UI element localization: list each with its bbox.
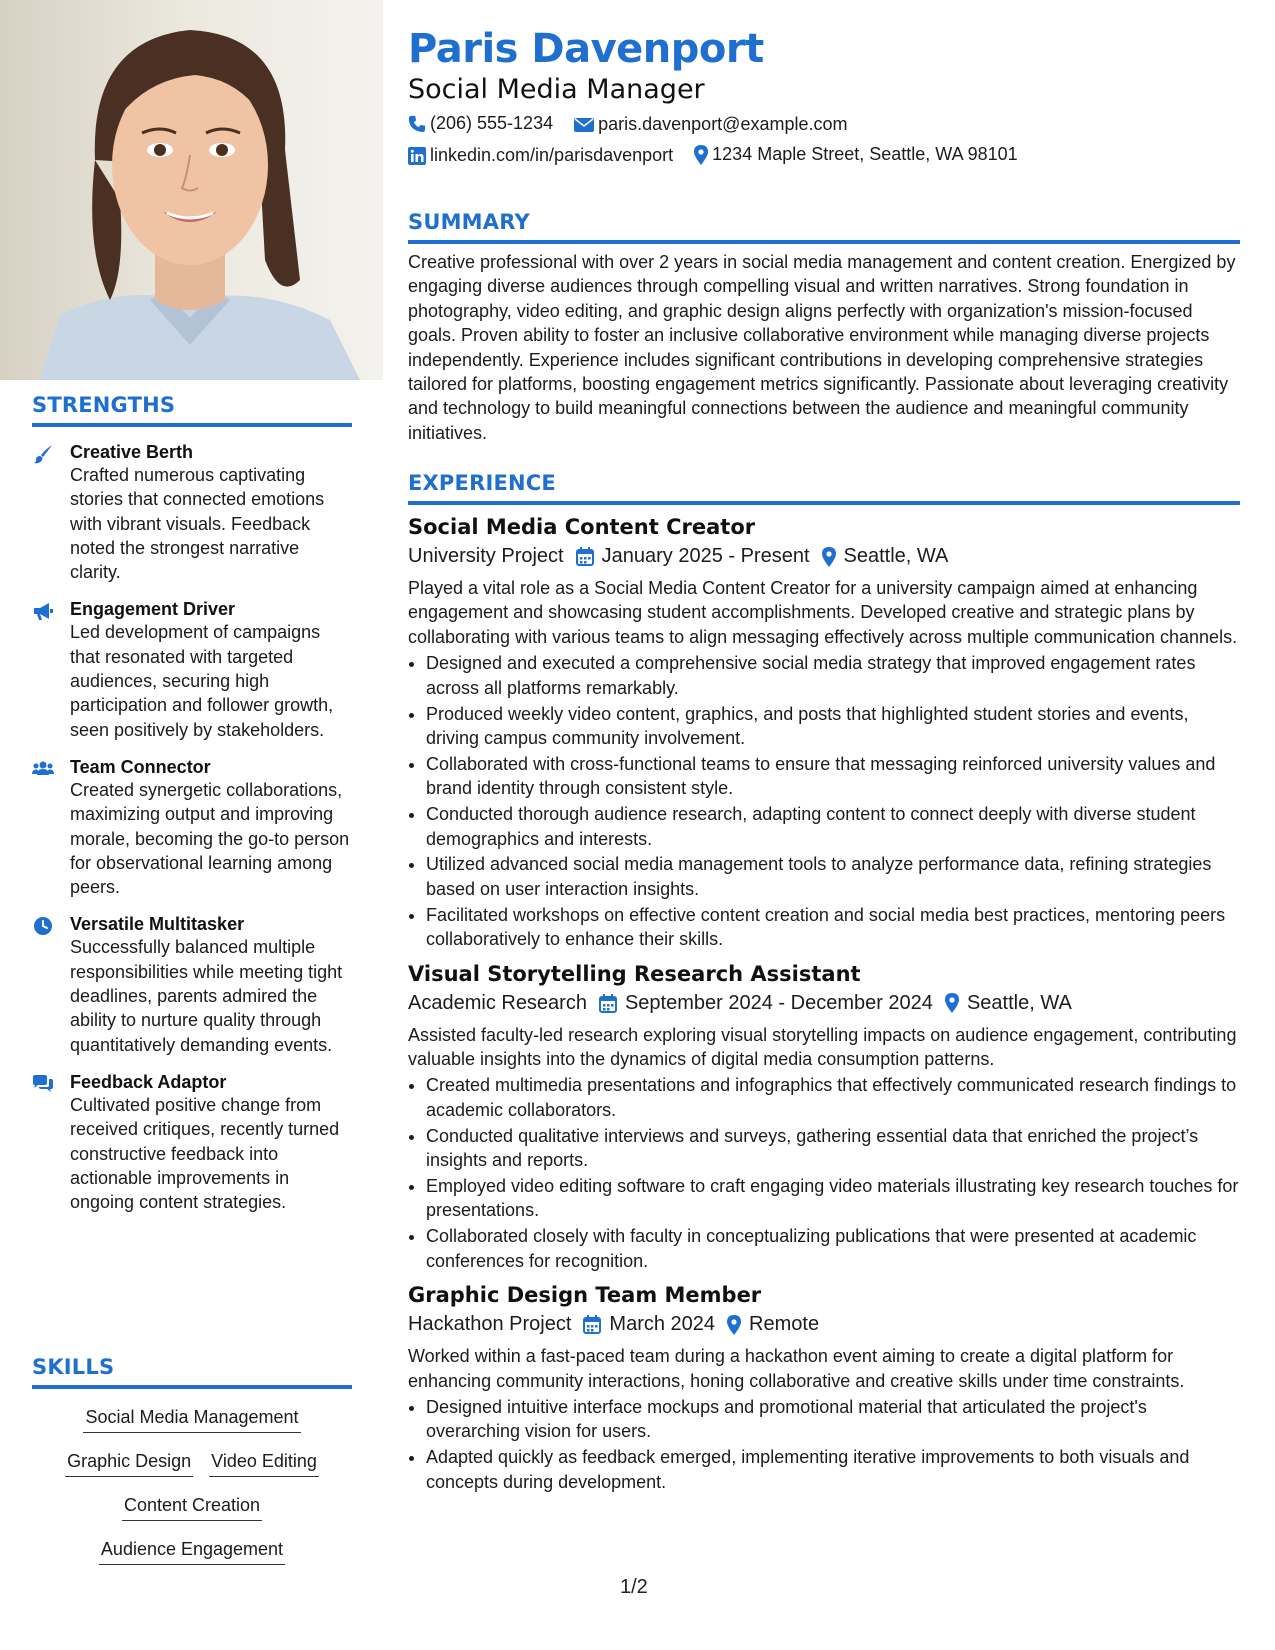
bullet-item: • Created multimedia presentations and infographics that effectively communicated research findings to academic collaborators.: [426, 1073, 1240, 1122]
skills-list: [32, 1405, 352, 1565]
job-desc: Worked within a fast-paced team during a hackathon event aiming to create a digital platform for enhancing community interactions, honing collaborative and creative skills under time constraints.: [408, 1346, 1185, 1391]
job-title: Graphic Design Team Member: [408, 1283, 762, 1308]
strength-title: Engagement Driver: [70, 599, 236, 620]
job-meta: [408, 1313, 1240, 1336]
skills-title: SKILLS: [32, 1355, 352, 1389]
job-title: Social Media Content Creator: [408, 515, 756, 539]
strengths-title: STRENGTHS: [32, 393, 352, 427]
skill-tag: Content Creation: [122, 1493, 262, 1521]
job-bullets: [408, 651, 1240, 951]
experience-section: [408, 471, 1240, 1496]
strength-desc: Crafted numerous captivating stories that connected emotions with vibrant visuals. Feedback noted the strongest narrative clarity.: [70, 465, 325, 583]
users-icon: [32, 758, 54, 780]
skill-tag: Audience Engagement: [99, 1537, 285, 1565]
skill-tag: Video Editing: [209, 1449, 319, 1477]
job-meta: [408, 992, 1240, 1015]
strength-item: [32, 913, 352, 1056]
strength-item: [32, 441, 352, 584]
strength-title: Feedback Adaptor: [70, 1071, 227, 1092]
job-bullets: [408, 1395, 1240, 1494]
calendar-icon: [576, 547, 594, 566]
bullet-item: • Collaborated closely with faculty in conceptualizing publications that were presented at academic conferences for recognition.: [426, 1224, 1240, 1273]
job-location: Remote: [749, 1313, 820, 1336]
comments-icon: [32, 1073, 54, 1095]
job-bullets: [408, 1073, 1240, 1273]
address-text: 1234 Maple Street, Seattle, WA 98101: [712, 144, 1018, 164]
summary-text: Creative professional with over 2 years in social media management and content creation. Energized by engaging diverse audiences through compelling visual and written narratives. Strong foundation in photography, video editing, and graphic design aligns perfectly with organization's mission-focused goals. Proven ability to foster an inclusive collaborative environment while managing diverse projects independently. Experience includes significant contributions in developing comprehensive strategies tailored for platforms, boosting engagement metrics significantly. Passionate about leveraging creativity and technology to build meaningful connections between the audience and meaningful community initiatives.: [408, 252, 1236, 443]
megaphone-icon: [32, 600, 54, 622]
contact-row-1: [408, 113, 864, 138]
contact-row-2: [408, 144, 1034, 170]
left-column: [0, 0, 383, 1650]
candidate-name: Paris Davenport: [408, 26, 764, 72]
job-title: Visual Storytelling Research Assistant: [408, 961, 861, 986]
experience-title: EXPERIENCE: [408, 471, 1240, 505]
job-org: Hackathon Project: [408, 1313, 572, 1336]
phone: [408, 113, 553, 134]
phone-text: (206) 555-1234: [430, 113, 554, 133]
map-pin-icon: [727, 1315, 741, 1335]
clock-icon: [32, 915, 54, 937]
email-text: paris.davenport@example.com: [598, 114, 848, 134]
job-location: Seattle, WA: [843, 545, 949, 567]
job-dates: March 2024: [609, 1313, 716, 1336]
linkedin-text: linkedin.com/in/parisdavenport: [430, 145, 674, 165]
bullet-item: • Collaborated with cross-functional teams to ensure that messaging reinforced university values and brand identity through consistent style.: [426, 752, 1240, 801]
phone-icon: [408, 115, 426, 133]
strength-title: Team Connector: [70, 756, 211, 777]
bullet-item: • Adapted quickly as feedback emerged, implementing iterative improvements to both visuals and concepts during development.: [426, 1445, 1240, 1494]
bullet-item: • Utilized advanced social media management tools to analyze performance data, refining strategies based on user interaction insights.: [426, 852, 1240, 901]
strengths-section: [32, 393, 352, 1214]
candidate-role: Social Media Manager: [408, 74, 705, 105]
bullet-item: • Conducted thorough audience research, adapting content to connect deeply with diverse student demographics and interests.: [426, 802, 1240, 851]
job-desc: Assisted faculty-led research exploring visual storytelling impacts on audience engagement, contributing valuable insights into the dynamics of digital media consumption patterns.: [408, 1024, 1237, 1069]
bullet-item: • Produced weekly video content, graphics, and posts that highlighted student stories and events, driving campus community involvement.: [426, 702, 1240, 751]
strength-title: Creative Berth: [70, 442, 194, 462]
strength-desc: Cultivated positive change from received critiques, recently turned constructive feedback into actionable improvements in ongoing content strategies.: [70, 1094, 340, 1213]
summary-section: [408, 210, 1240, 445]
skill-tag: Social Media Management: [83, 1405, 300, 1433]
job-entry: [408, 962, 1240, 1274]
strength-item: [32, 598, 352, 741]
bullet-item: • Employed video editing software to craft engaging video materials illustrating key research touches for presentations.: [426, 1174, 1240, 1223]
linkedin-icon: [408, 147, 426, 165]
bullet-item: • Conducted qualitative interviews and surveys, gathering essential data that enriched the project’s insights and reports.: [426, 1124, 1240, 1173]
job-meta: [408, 545, 1240, 568]
strength-desc: Created synergetic collaborations, maximizing output and improving morale, becoming the go-to person for observational learning among peers.: [70, 779, 350, 898]
bullet-item: • Designed and executed a comprehensive social media strategy that improved engagement rates across all platforms remarkably.: [426, 651, 1240, 700]
job-entry: [408, 515, 1240, 952]
calendar-icon: [583, 1315, 601, 1334]
job-entry: [408, 1283, 1240, 1494]
calendar-icon: [599, 994, 617, 1013]
job-dates: January 2025 - Present: [601, 545, 810, 567]
job-location: Seattle, WA: [966, 991, 1072, 1014]
strength-item: [32, 1071, 352, 1214]
job-org: University Project: [408, 545, 564, 567]
summary-title: SUMMARY: [408, 210, 1240, 244]
bullet-item: • Facilitated workshops on effective content creation and social media best practices, mentoring peers collaboratively to enhance their skills.: [426, 903, 1240, 952]
map-pin-icon: [694, 145, 708, 165]
map-pin-icon: [822, 547, 836, 567]
map-pin-icon: [945, 993, 959, 1013]
bullet-item: • Designed intuitive interface mockups and promotional material that articulated the project's overarching vision for users.: [426, 1395, 1240, 1444]
paintbrush-icon: [32, 443, 54, 465]
envelope-icon: [574, 117, 594, 133]
page-number: 1/2: [620, 1576, 648, 1598]
email[interactable]: [574, 114, 847, 135]
strength-title: Versatile Multitasker: [70, 914, 245, 935]
profile-photo: [0, 0, 383, 380]
skill-tag: Graphic Design: [65, 1449, 193, 1477]
strength-item: [32, 756, 352, 899]
job-desc: Played a vital role as a Social Media Content Creator for a university campaign aimed at enhancing engagement and showcasing student accomplishments. Developed creative and strategic plans by collaborating with various teams to align messaging effectively across multiple communication channels.: [408, 578, 1238, 647]
job-dates: September 2024 - December 2024: [624, 991, 933, 1014]
skills-section: [32, 1355, 352, 1565]
strength-desc: Successfully balanced multiple responsibilities while meeting tight deadlines, parents admired the ability to nurture quality through quantitatively demanding events.: [70, 937, 343, 1055]
strength-desc: Led development of campaigns that resonated with targeted audiences, securing high participation and follower growth, seen positively by stakeholders.: [70, 622, 334, 740]
address: [694, 144, 1018, 165]
job-org: Academic Research: [408, 991, 587, 1014]
linkedin[interactable]: [408, 145, 673, 166]
